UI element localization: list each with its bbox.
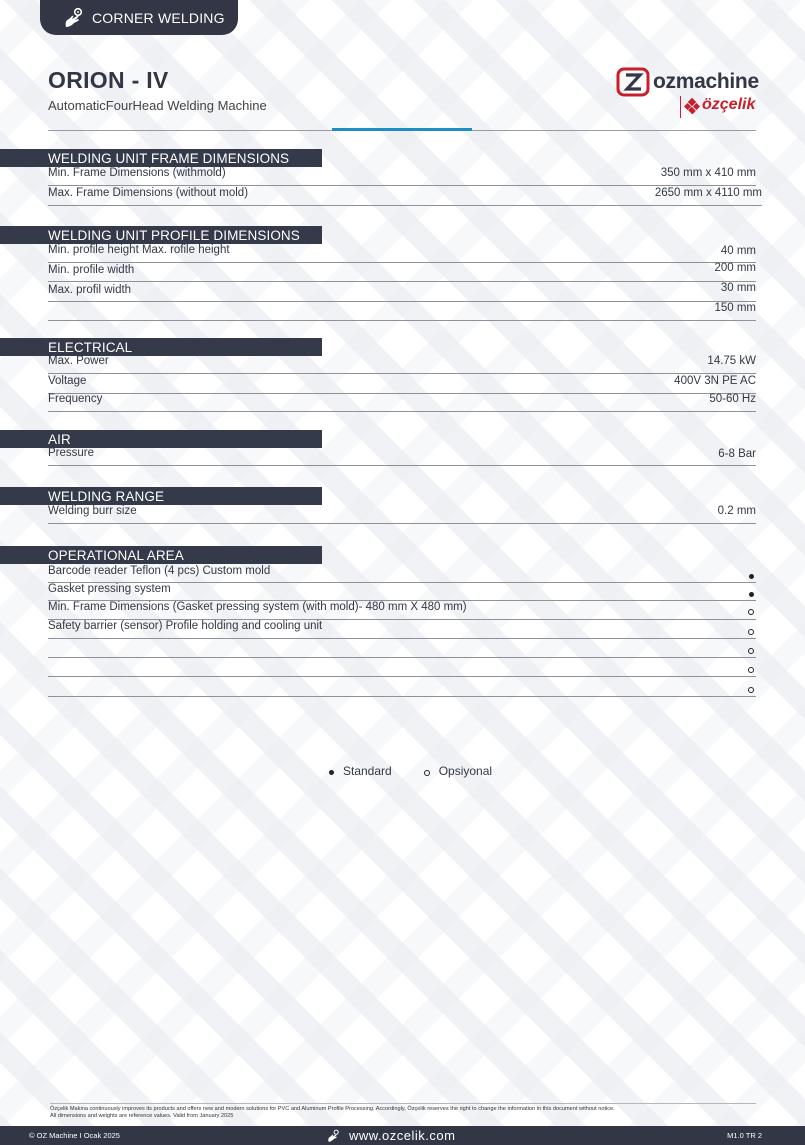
website-block [326, 1128, 455, 1143]
disclaimer [50, 1103, 756, 1120]
legend-optional [424, 764, 492, 778]
spec-value: 50-60 Hz [709, 393, 756, 405]
category-tab-label: CORNER WELDING [92, 9, 225, 26]
spec-label: Min. profile width [48, 264, 135, 276]
marker-legend [329, 764, 524, 778]
feature-label: Safety barrier (sensor) Profile holding and cooling unit [48, 620, 323, 632]
disclaimer-line: Özçelik Makina continuously improves its products and offers new and modern solutions for PVC and Aluminum Profile Processing. Accordingly, Özçelik reserves the right to change the information in this document without notice. [50, 1106, 615, 1112]
feature-row [48, 565, 756, 583]
spec-label: Welding burr size [48, 505, 137, 517]
section-operational-area-title: OPERATIONAL AREA [0, 546, 322, 564]
logo-divider [680, 96, 681, 118]
optional-marker-icon [748, 645, 754, 657]
feature-row [48, 583, 756, 601]
feature-row [48, 639, 756, 658]
spec-label: Pressure [48, 447, 95, 459]
legend-standard-label: Standard [343, 764, 392, 778]
page-subtitle: AutomaticFourHead Welding Machine [48, 98, 267, 113]
oz-logo-icon [616, 67, 650, 97]
document-code: M1.0 TR 2 [727, 1131, 762, 1140]
page-footer [0, 1126, 805, 1145]
legend-standard [329, 764, 392, 778]
feature-row [48, 620, 756, 639]
optional-marker-icon [748, 684, 754, 696]
spec-row [48, 302, 756, 321]
feature-label: Barcode reader Teflon (4 pcs) Custom mold [48, 565, 271, 577]
section-profile-dimensions-title: WELDING UNIT PROFILE DIMENSIONS [0, 226, 322, 244]
spec-row [48, 167, 756, 186]
spec-row [48, 355, 756, 374]
spec-label: Max. Power [48, 355, 109, 367]
spec-value: 6-8 Bar [718, 448, 756, 460]
spec-label: Min. Frame Dimensions (withmold) [48, 167, 226, 179]
spec-label: Max. profil width [48, 284, 132, 296]
feature-row [48, 678, 756, 697]
section-welding-range-title: WELDING RANGE [0, 487, 322, 505]
spec-value: 400V 3N PE AC [674, 375, 756, 387]
spec-label: Min. profile height Max. rofile height [48, 244, 230, 256]
hand-icon [326, 1129, 340, 1143]
spec-value: 2650 mm x 4110 mm [654, 187, 762, 199]
logo-brand-secondary: özçelik [702, 96, 756, 113]
spec-row [48, 244, 756, 263]
spec-row [48, 187, 762, 206]
spec-row [48, 283, 756, 302]
feature-label: Gasket pressing system [48, 583, 171, 595]
header-divider-accent [332, 128, 472, 131]
spec-label: Max. Frame Dimensions (without mold) [48, 187, 249, 199]
section-electrical-title: ELECTRICAL [0, 338, 322, 356]
standard-marker-icon [749, 588, 754, 600]
website-link[interactable]: www.ozcelik.com [349, 1128, 456, 1143]
section-frame-dimensions-title: WELDING UNIT FRAME DIMENSIONS [0, 149, 322, 167]
spec-row [48, 505, 756, 524]
optional-dot-icon [424, 770, 430, 776]
spec-value: 30 mm [720, 282, 756, 294]
hand-icon [62, 7, 84, 29]
company-logo [616, 67, 758, 121]
spec-value: 40 mm [720, 245, 756, 257]
logo-brand-primary: ozmachine [653, 70, 759, 93]
spec-value: 0.2 mm [717, 505, 756, 517]
optional-marker-icon [748, 626, 754, 638]
spec-value: 200 mm [714, 262, 756, 274]
spec-value: 150 mm [714, 302, 756, 314]
feature-label: Min. Frame Dimensions (Gasket pressing system (with mold)- 480 mm X 480 mm) [48, 601, 467, 613]
standard-marker-icon [749, 570, 754, 582]
ozcelik-mark-icon [684, 98, 700, 114]
legend-optional-label: Opsiyonal [438, 764, 493, 778]
feature-row [48, 658, 756, 677]
optional-marker-icon [748, 664, 754, 676]
spec-label: Frequency [48, 393, 103, 405]
disclaimer-line: All dimensions and weights are reference values. Valid from January 2025 [50, 1113, 234, 1119]
section-air-title: AIR [0, 430, 322, 448]
copyright-text: © OZ Machine I Ocak 2025 [29, 1131, 120, 1140]
feature-row [48, 601, 756, 620]
spec-row [48, 393, 756, 412]
category-tab [40, 0, 238, 35]
standard-dot-icon [329, 770, 334, 775]
spec-row [48, 447, 756, 466]
spec-value: 14.75 kW [707, 355, 756, 367]
page-title: ORION - IV [48, 67, 169, 93]
spec-row [48, 375, 756, 394]
spec-value: 350 mm x 410 mm [660, 167, 756, 179]
optional-marker-icon [748, 606, 754, 618]
spec-label: Voltage [48, 375, 87, 387]
spec-row [48, 263, 756, 282]
